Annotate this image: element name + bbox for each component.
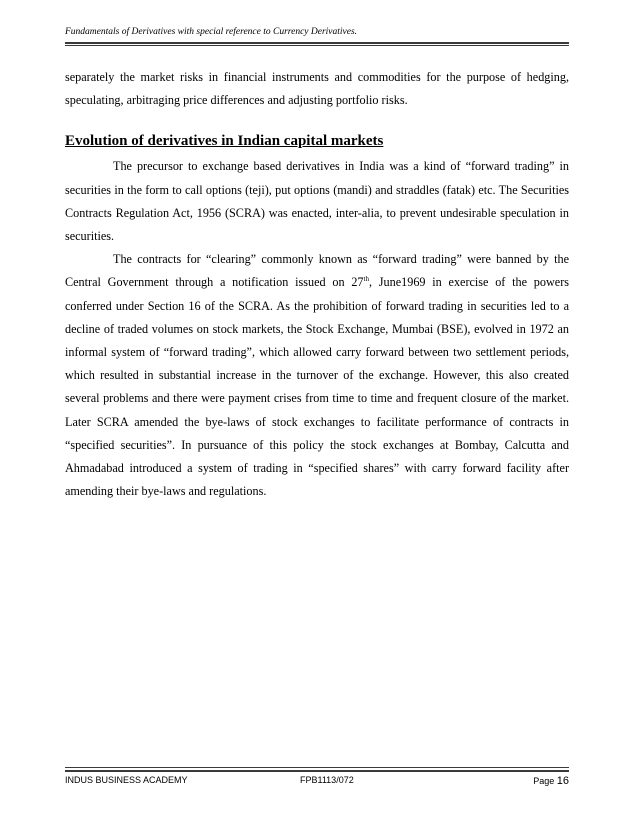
paragraph-contracts xyxy=(65,248,569,503)
paragraph-contracts-part-2: , June1969 in exercise of the powers conferred under Section 16 of the SCRA. As the prohibition of forward trading in securities led to a decline of traded volumes on stock markets, the Stock Exchange, Mumbai (BSE), evolved in 1972 an informal system of “forward trading”, which allowed carry forward between two settlement periods, which resulted in substantial increase in the turnover of the exchange. However, this also created several problems and there were payment crises from time to time and frequent closure of the market. Later SCRA amended the bye-laws of stock exchanges to facilitate performance of contracts in “specified securities”. In pursuance of this policy the stock exchanges at Bombay, Calcutta and Ahmadabad introduced a system of trading in “specified shares” with carry forward facility after amending their bye-laws and regulations. xyxy=(65,275,569,499)
footer-page xyxy=(533,775,569,787)
page-body xyxy=(65,66,569,503)
running-header: Fundamentals of Derivatives with special reference to Currency Derivatives. xyxy=(65,27,358,37)
header-rule-thin xyxy=(65,45,569,46)
section-heading: Evolution of derivatives in Indian capital markets xyxy=(65,133,384,150)
footer-code: FPB1113/072 xyxy=(300,775,354,785)
footer-institution: INDUS BUSINESS ACADEMY xyxy=(65,775,188,785)
footer-rule-thin xyxy=(65,767,569,768)
ordinal-superscript: th xyxy=(363,275,369,284)
page-number: 16 xyxy=(556,775,569,787)
paragraph-contracts-part-1: The contracts for “clearing” commonly known as “forward trading” were banned by the Central Government through a notification issued on 27 xyxy=(65,252,569,290)
continued-paragraph: separately the market risks in financial instruments and commodities for the purpose of hedging, speculating, arbitraging price differences and adjusting portfolio risks. xyxy=(65,70,569,108)
paragraph-precursor: The precursor to exchange based derivatives in India was a kind of “forward trading” in securities in the form to call options (teji), put options (mandi) and straddles (fatak) etc. The Securities Contracts Regulation Act, 1956 (SCRA) was enacted, inter-alia, to prevent undesirable speculation in securities. xyxy=(65,159,569,244)
header-rule xyxy=(65,42,569,44)
footer-rule xyxy=(65,770,569,772)
page-label: Page xyxy=(533,776,555,786)
